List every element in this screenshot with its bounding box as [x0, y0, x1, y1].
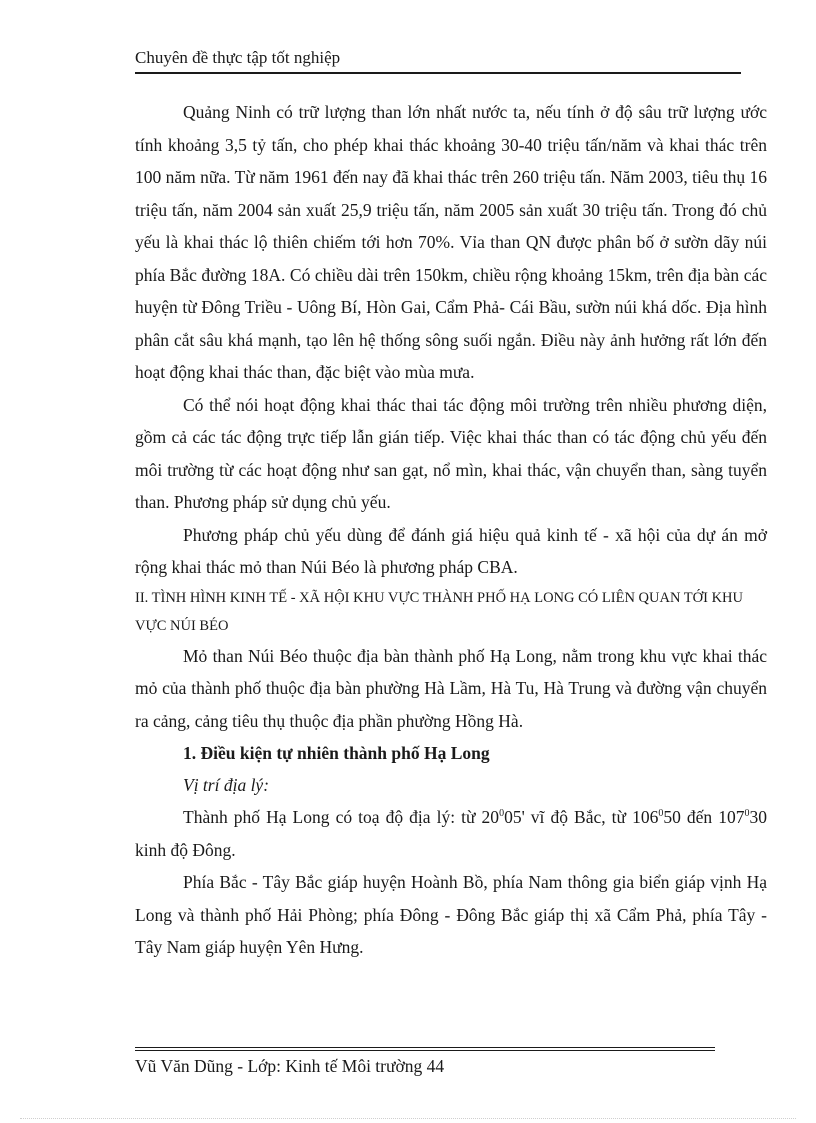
page-edge-dotted-line — [20, 1118, 796, 1119]
paragraph-nui-beo-location: Mỏ than Núi Béo thuộc địa bàn thành phố Hạ Long, nằm trong khu vực khai thác mỏ của thành phố thuộc địa bàn phường Hà Lầm, Hà Tu, Hà Trung và đường vận chuyển ra cảng, cảng tiêu thụ thuộc địa phần phường Hồng Hà. — [135, 645, 767, 731]
coordinates-part-b: 05' vĩ độ Bắc, từ 106 — [504, 807, 659, 827]
subsection-heading-1: 1. Điều kiện tự nhiên thành phố Hạ Long — [183, 743, 490, 763]
footer-rule-top — [135, 1047, 715, 1048]
degree-sup-2: 0 — [658, 808, 664, 820]
paragraph-cba-method: Phương pháp chủ yếu dùng để đánh giá hiệu quả kinh tế - xã hội của dự án mở rộng khai thác mỏ than Núi Béo là phương pháp CBA. — [135, 524, 767, 577]
paragraph-borders: Phía Bắc - Tây Bắc giáp huyện Hoành Bồ, phía Nam thông gia biển giáp vịnh Hạ Long và thành phố Hải Phòng; phía Đông - Đông Bắc giáp thị xã Cẩm Phả, phía Tây - Tây Nam giáp huyện Yên Hưng. — [135, 872, 767, 957]
coordinates-part-a: Thành phố Hạ Long có toạ độ địa lý: từ 20 — [183, 807, 500, 827]
degree-sup-3: 0 — [744, 808, 750, 820]
document-body — [135, 96, 767, 964]
section-heading-ii: II. TÌNH HÌNH KINH TẾ - XÃ HỘI KHU VỰC THÀNH PHỐ HẠ LONG CÓ LIÊN QUAN TỚI KHU VỰC NÚI BÉO — [135, 589, 743, 634]
coordinates-part-d: 30 kinh độ Đông. — [135, 807, 767, 860]
degree-sup-1: 0 — [499, 808, 505, 820]
footer-rule-bottom — [135, 1050, 715, 1051]
coordinates-part-c: 50 đến 107 — [663, 807, 745, 827]
page-footer: Vũ Văn Dũng - Lớp: Kinh tế Môi trường 44 — [135, 1056, 445, 1076]
paragraph-coal-reserves: Quảng Ninh có trữ lượng than lớn nhất nước ta, nếu tính ở độ sâu trữ lượng ước tính khoảng 3,5 tỷ tấn, cho phép khai thác khoảng 30-40 triệu tấn/năm và khai thác trên 100 năm nữa. Từ năm 1961 đến nay đã khai thác trên 260 triệu tấn. Năm 2003, tiêu thụ 16 triệu tấn, năm 2004 sản xuất 25,9 triệu tấn, năm 2005 sản xuất 30 triệu tấn. Trong đó chủ yếu là khai thác lộ thiên chiếm tới hơn 70%. Vỉa than QN được phân bố ở sườn dãy núi phía Bắc đường 18A. Có chiều dài trên 150km, chiều rộng khoảng 15km, trên địa bàn các huyện từ Đông Triều - Uông Bí, Hòn Gai, Cẩm Phả- Cái Bầu, sườn núi khá dốc. Địa hình phân cắt sâu khá mạnh, tạo lên hệ thống sông suối ngắn. Điều này ảnh hưởng rất lớn đến hoạt động khai thác than, đặc biệt vào mùa mưa. — [135, 102, 767, 382]
header-title: Chuyên đề thực tập tốt nghiệp — [135, 48, 341, 67]
paragraph-coordinates — [135, 801, 767, 866]
page-header — [135, 46, 741, 74]
paragraph-environmental-impact: Có thể nói hoạt động khai thác thai tác động môi trường trên nhiều phương diện, gồm cả các tác động trực tiếp lẫn gián tiếp. Việc khai thác than có tác động chủ yếu đến môi trường từ các hoạt động như san gạt, nổ mìn, khai thác, vận chuyển than, sàng tuyển than. Phương pháp sử dụng chủ yếu. — [135, 394, 767, 512]
geographic-location-label: Vị trí địa lý: — [183, 775, 270, 795]
